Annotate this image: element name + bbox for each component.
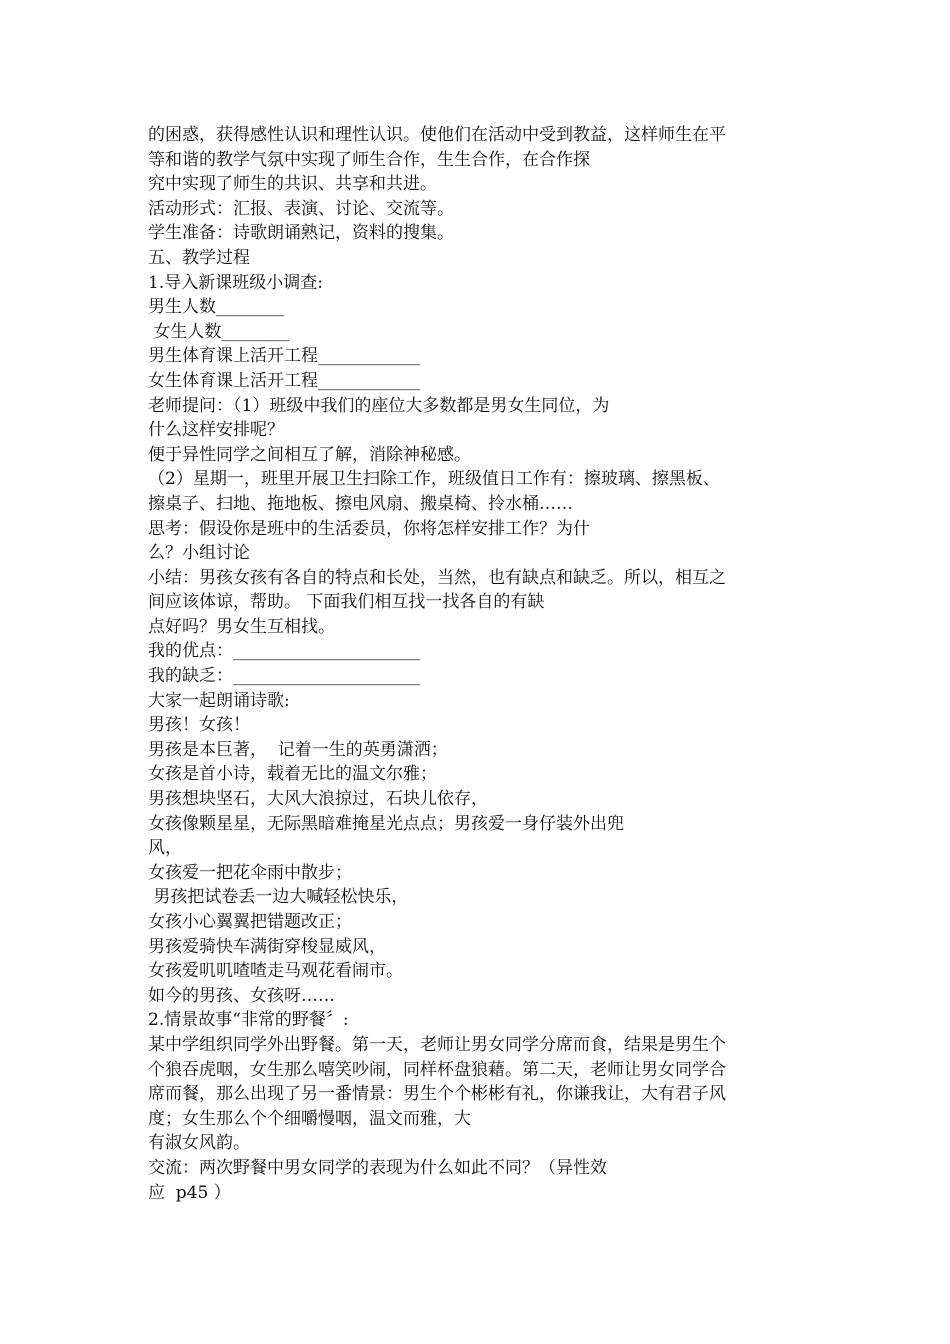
text-line: （2）星期一，班里开展卫生扫除工作，班级值日工作有：擦玻璃、擦黑板、 (148, 469, 720, 490)
text-line: 女孩小心翼翼把错题改正； (148, 912, 352, 932)
text-line: 某中学组织同学外出野餐。第一天，老师让男女同学分席而食，结果是男生个 (148, 1034, 726, 1055)
text-line: 应 p45 ） (148, 1182, 231, 1203)
text-line: 席而餐，那么出现了另一番情景：男生个个彬彬有礼，你谦我让，大有君子风 (148, 1084, 726, 1105)
text-line: 点好吗？男女生互相找。 (148, 616, 335, 637)
text-line: 思考：假设你是班中的生活委员，你将怎样安排工作？为什 (148, 518, 590, 539)
text-line: 的困惑，获得感性认识和理性认识。使他们在活动中受到教益，这样师生在平 (148, 125, 726, 145)
text-line: 女生体育课上活开工程____________ (148, 370, 420, 391)
text-line: 有淑女风韵。 (148, 1133, 250, 1154)
text-line: 五、教学过程 (148, 247, 250, 268)
text-line: 男生人数________ (148, 297, 284, 318)
text-line: 女孩是首小诗，载着无比的温文尔雅； (148, 764, 437, 785)
text-line: 如今的男孩、女孩呀…… (148, 985, 335, 1006)
text-line: 女孩像颗星星，无际黑暗难掩星光点点；男孩爱一身仔装外出兜 (148, 813, 624, 834)
text-line: 1.导入新课班级小调查: (148, 272, 323, 293)
text-line: 女孩爱叽叽喳喳走马观花看闹市。 (148, 961, 403, 982)
text-line: 擦桌子、扫地、拖地板、擦电风扇、搬桌椅、拎水桶…… (148, 493, 573, 514)
text-line: 小结：男孩女孩有各自的特点和长处，当然，也有缺点和缺乏。所以，相互之 (148, 567, 726, 588)
text-line: 活动形式：汇报、表演、讨论、交流等。 (148, 198, 454, 219)
text-line: 男孩！女孩！ (148, 715, 250, 736)
text-line: 个狼吞虎咽，女生那么嘻笑吵闹，同样杯盘狼藉。第二天，老师让男女同学合 (148, 1059, 726, 1080)
text-line: 间应该体谅，帮助。 下面我们相互找一找各自的有缺 (148, 592, 545, 613)
text-line: 女孩爱一把花伞雨中散步； (148, 862, 352, 883)
text-line: 男孩爱骑快车满街穿梭显威风， (148, 936, 386, 957)
text-line: 男孩想块坚石，大风大浪掠过，石块儿依存， (148, 789, 488, 810)
text-line: 男孩把试卷丢一边大喊轻松快乐， (148, 887, 409, 908)
text-line: 么？小组讨论 (148, 543, 250, 564)
text-line: 女生人数________ (148, 321, 290, 342)
text-line: 便于异性同学之间相互了解，消除神秘感。 (148, 444, 471, 465)
text-line: 男生体育课上活开工程____________ (148, 346, 420, 367)
text-line: 交流：两次野餐中男女同学的表现为什么如此不同？（异性效 (148, 1157, 607, 1178)
text-line: 我的缺乏：______________________ (148, 666, 420, 687)
text-line: 学生准备：诗歌朗诵熟记，资料的搜集。 (148, 223, 454, 244)
text-line: 老师提问：（1）班级中我们的座位大多数都是男女生同位，为 (148, 395, 610, 416)
text-line: 等和谐的教学气氛中实现了师生合作，生生合作，在合作探 (148, 149, 590, 170)
text-line: 什么这样安排呢？ (148, 420, 284, 441)
text-line: 2.情景故事“非常的野餐〞: (148, 1010, 349, 1031)
text-line: 究中实现了师生的共识、共享和共进。 (148, 174, 437, 195)
text-line: 度；女生那么个个细嚼慢咽，温文而雅，大 (148, 1108, 471, 1129)
text-line: 我的优点：______________________ (148, 641, 420, 662)
text-line: 大家一起朗诵诗歌: (148, 690, 290, 711)
text-line: 男孩是本巨著， 记着一生的英勇潇洒； (148, 739, 448, 760)
document-body (148, 123, 808, 1205)
text-line: 风， (148, 838, 182, 859)
